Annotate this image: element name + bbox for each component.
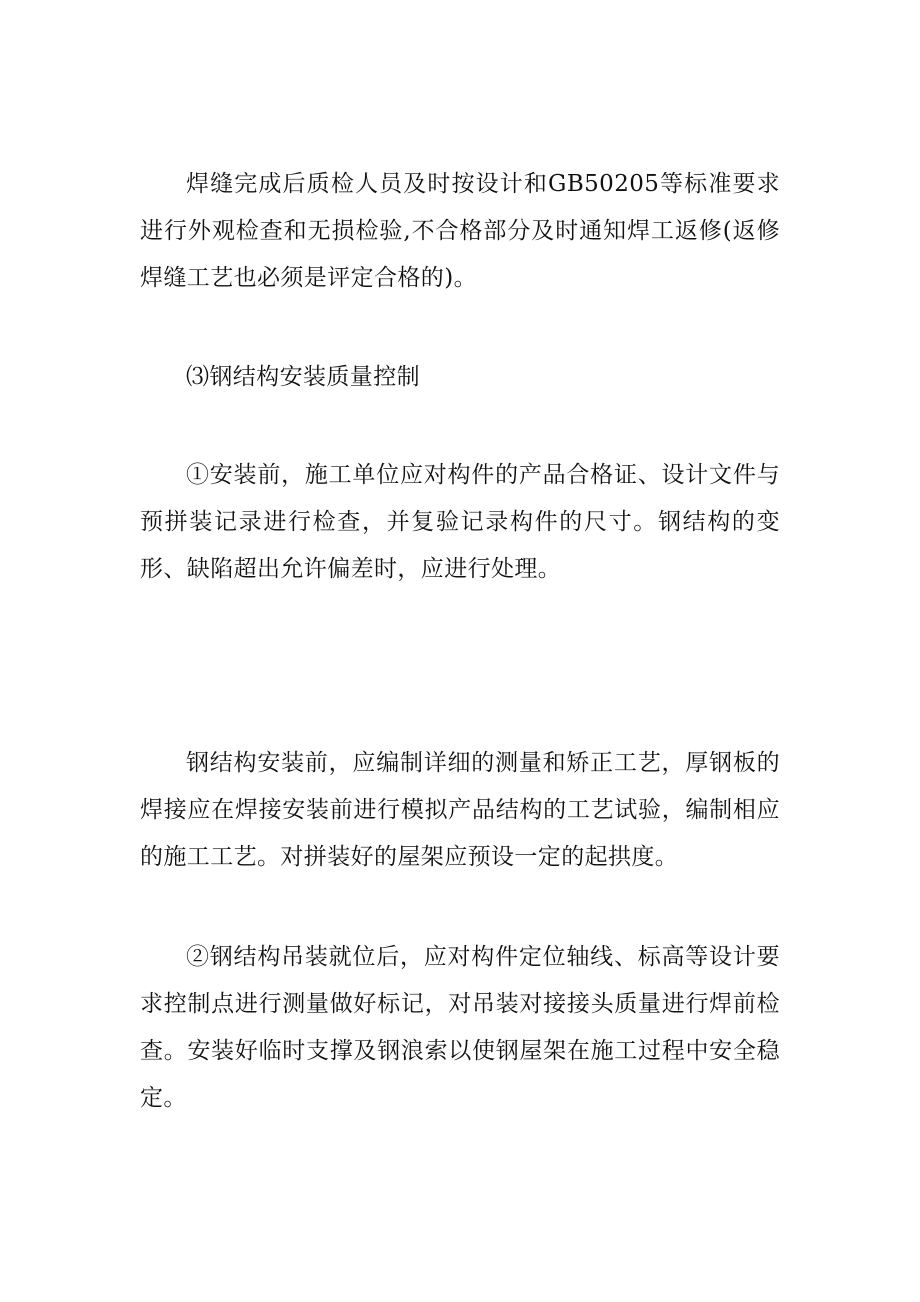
paragraph-measurement-process: 钢结构安装前，应编制详细的测量和矫正工艺，厚钢板的焊接应在焊接安装前进行模拟产品结构的工艺试验，编制相应的施工工艺。对拼装好的屋架应预设一定的起拱度。	[140, 750, 780, 870]
paragraph-pre-installation-check: ①安装前，施工单位应对构件的产品合格证、设计文件与预拼装记录进行检查，并复验记录构件的尺寸。钢结构的变形、缺陷超出允许偏差时，应进行处理。	[140, 462, 780, 582]
section-heading-installation-quality: ⑶钢结构安装质量控制	[186, 364, 420, 390]
paragraph-weld-inspection: 焊缝完成后质检人员及时按设计和GB50205等标准要求进行外观检查和无损检验,不合格部分及时通知焊工返修(返修焊缝工艺也必须是评定合格的)。	[140, 171, 780, 291]
paragraph-hoisting-positioning: ②钢结构吊装就位后，应对构件定位轴线、标高等设计要求控制点进行测量做好标记，对吊装对接接头质量进行焊前检查。安装好临时支撑及钢浪索以使钢屋架在施工过程中安全稳定。	[140, 944, 780, 1111]
